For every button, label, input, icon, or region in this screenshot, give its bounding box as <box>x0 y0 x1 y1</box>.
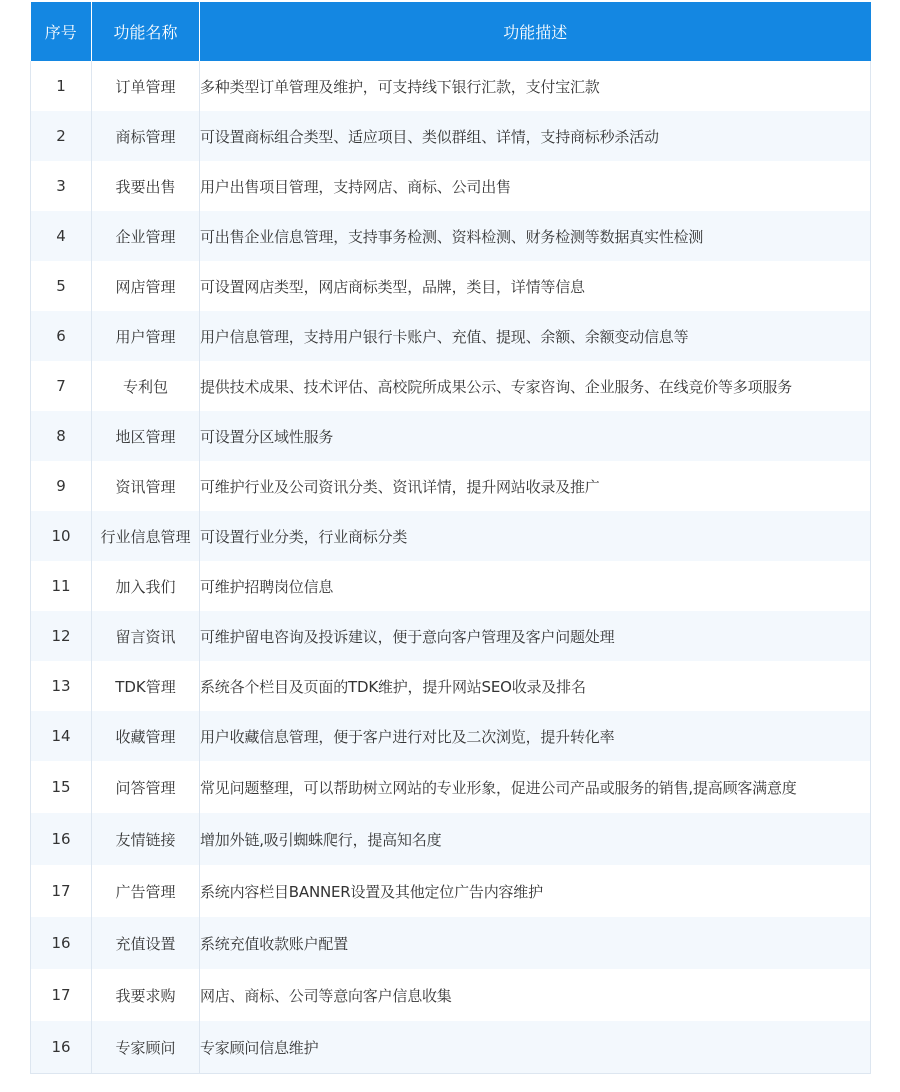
row-number: 3 <box>31 161 92 211</box>
header-row <box>31 2 871 61</box>
feature-name: 行业信息管理 <box>92 511 200 561</box>
table-row <box>31 611 871 661</box>
feature-description: 可出售企业信息管理，支持事务检测、资料检测、财务检测等数据真实性检测 <box>200 211 871 261</box>
feature-name: 商标管理 <box>92 111 200 161</box>
feature-description: 用户信息管理，支持用户银行卡账户、充值、提现、余额、余额变动信息等 <box>200 311 871 361</box>
table-row <box>31 461 871 511</box>
feature-description: 可维护留电咨询及投诉建议，便于意向客户管理及客户问题处理 <box>200 611 871 661</box>
feature-table <box>30 2 871 1074</box>
feature-name: 专家顾问 <box>92 1021 200 1074</box>
row-number: 7 <box>31 361 92 411</box>
row-number: 17 <box>31 865 92 917</box>
table-row <box>31 511 871 561</box>
feature-description: 增加外链,吸引蜘蛛爬行，提高知名度 <box>200 813 871 865</box>
row-number: 4 <box>31 211 92 261</box>
header-desc: 功能描述 <box>200 2 871 61</box>
row-number: 12 <box>31 611 92 661</box>
feature-name: 用户管理 <box>92 311 200 361</box>
table-row <box>31 111 871 161</box>
header-name: 功能名称 <box>92 2 200 61</box>
table-body <box>31 61 871 1074</box>
feature-name: 友情链接 <box>92 813 200 865</box>
table-row <box>31 211 871 261</box>
row-number: 14 <box>31 711 92 761</box>
table-header <box>31 2 871 61</box>
table-row <box>31 561 871 611</box>
feature-description: 提供技术成果、技术评估、高校院所成果公示、专家咨询、企业服务、在线竞价等多项服务 <box>200 361 871 411</box>
feature-description: 多种类型订单管理及维护，可支持线下银行汇款，支付宝汇款 <box>200 61 871 111</box>
feature-name: 订单管理 <box>92 61 200 111</box>
feature-name: 留言资讯 <box>92 611 200 661</box>
row-number: 17 <box>31 969 92 1021</box>
table-row <box>31 1021 871 1074</box>
table-row <box>31 865 871 917</box>
feature-description: 用户出售项目管理，支持网店、商标、公司出售 <box>200 161 871 211</box>
feature-description: 系统内容栏目BANNER设置及其他定位广告内容维护 <box>200 865 871 917</box>
feature-name: 企业管理 <box>92 211 200 261</box>
table-row <box>31 261 871 311</box>
feature-description: 可设置网店类型，网店商标类型，品牌，类目，详情等信息 <box>200 261 871 311</box>
feature-name: 我要出售 <box>92 161 200 211</box>
table-row <box>31 361 871 411</box>
feature-name: 我要求购 <box>92 969 200 1021</box>
feature-description: 系统充值收款账户配置 <box>200 917 871 969</box>
row-number: 2 <box>31 111 92 161</box>
table-row <box>31 761 871 813</box>
feature-name: 充值设置 <box>92 917 200 969</box>
row-number: 5 <box>31 261 92 311</box>
row-number: 16 <box>31 1021 92 1074</box>
feature-name: 加入我们 <box>92 561 200 611</box>
feature-name: 收藏管理 <box>92 711 200 761</box>
table-row <box>31 411 871 461</box>
row-number: 16 <box>31 813 92 865</box>
table-row <box>31 917 871 969</box>
feature-name: 资讯管理 <box>92 461 200 511</box>
row-number: 10 <box>31 511 92 561</box>
feature-description: 可设置行业分类，行业商标分类 <box>200 511 871 561</box>
table-row <box>31 711 871 761</box>
feature-description: 可维护行业及公司资讯分类、资讯详情，提升网站收录及推广 <box>200 461 871 511</box>
feature-name: 专利包 <box>92 361 200 411</box>
feature-name: 网店管理 <box>92 261 200 311</box>
row-number: 1 <box>31 61 92 111</box>
row-number: 6 <box>31 311 92 361</box>
row-number: 11 <box>31 561 92 611</box>
feature-description: 系统各个栏目及页面的TDK维护，提升网站SEO收录及排名 <box>200 661 871 711</box>
table-row <box>31 661 871 711</box>
feature-name: 地区管理 <box>92 411 200 461</box>
table-row <box>31 969 871 1021</box>
feature-description: 可维护招聘岗位信息 <box>200 561 871 611</box>
feature-description: 专家顾问信息维护 <box>200 1021 871 1074</box>
feature-description: 可设置分区域性服务 <box>200 411 871 461</box>
feature-description: 常见问题整理，可以帮助树立网站的专业形象，促进公司产品或服务的销售,提高顾客满意度 <box>200 761 871 813</box>
table-row <box>31 61 871 111</box>
table-row <box>31 311 871 361</box>
feature-description: 可设置商标组合类型、适应项目、类似群组、详情，支持商标秒杀活动 <box>200 111 871 161</box>
row-number: 15 <box>31 761 92 813</box>
row-number: 8 <box>31 411 92 461</box>
row-number: 16 <box>31 917 92 969</box>
table-row <box>31 813 871 865</box>
feature-description: 用户收藏信息管理，便于客户进行对比及二次浏览，提升转化率 <box>200 711 871 761</box>
feature-name: TDK管理 <box>92 661 200 711</box>
feature-description: 网店、商标、公司等意向客户信息收集 <box>200 969 871 1021</box>
row-number: 13 <box>31 661 92 711</box>
header-no: 序号 <box>31 2 92 61</box>
row-number: 9 <box>31 461 92 511</box>
feature-name: 广告管理 <box>92 865 200 917</box>
table-row <box>31 161 871 211</box>
feature-name: 问答管理 <box>92 761 200 813</box>
